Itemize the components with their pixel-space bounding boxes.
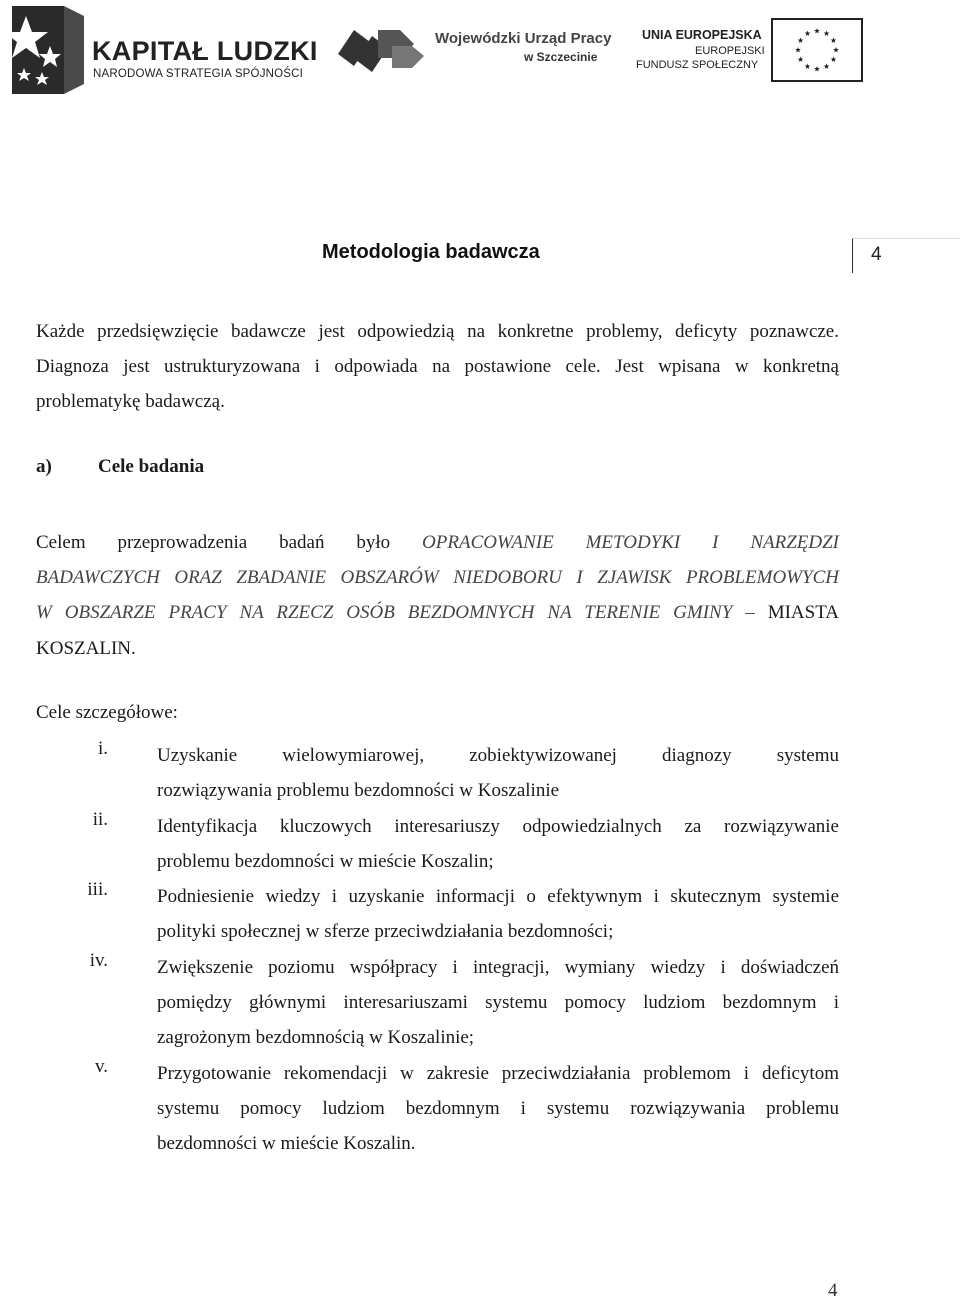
page-number-bottom: 4 [828, 1280, 838, 1301]
list-item-number: v. [94, 1056, 108, 1077]
list-item-number: ii. [92, 809, 108, 830]
wup-subtitle: w Szczecinie [524, 50, 598, 64]
eu-subtitle-2: FUNDUSZ SPOŁECZNY [636, 59, 759, 71]
intro-line-2: Diagnoza jest ustrukturyzowana i odpowiada na postawione cele. Jest wpisana w konkretną [36, 356, 839, 377]
list-item-number: iii. [87, 879, 108, 900]
intro-line-3: problematykę badawczą. [36, 391, 225, 412]
kapital-ludzki-title: KAPITAŁ LUDZKI [92, 36, 318, 66]
kapital-ludzki-emblem-icon [4, 6, 86, 96]
list-item-line: zagrożonym bezdomnością w Koszalinie; [157, 1027, 475, 1048]
goal-line-3-tail: MIASTA [767, 602, 840, 623]
list-item-line: bezdomności w mieście Koszalin. [157, 1133, 416, 1154]
list-item-line: Zwiększenie poziomu współpracy i integracji, wymiany wiedzy i doświadczeń [157, 957, 839, 978]
logo-header [0, 0, 960, 100]
page-title: Metodologia badawcza [322, 241, 540, 263]
list-item-line: polityki społecznej w sferze przeciwdziałania bezdomności; [157, 921, 614, 942]
page-number-box [852, 238, 960, 273]
list-item-line: Identyfikacja kluczowych interesariuszy odpowiedzialnych za rozwiązywanie [157, 816, 839, 837]
kapital-ludzki-subtitle: NARODOWA STRATEGIA SPÓJNOŚCI [93, 68, 304, 80]
list-item-line: Przygotowanie rekomendacji w zakresie przeciwdziałania problemom i deficytom [157, 1063, 839, 1084]
wup-title: Wojewódzki Urząd Pracy [435, 30, 612, 47]
eu-flag-icon [771, 18, 863, 82]
goal-line-3-italic: W OBSZARZE PRACY NA RZECZ OSÓB BEZDOMNYCH NA TERENIE GMINY – [36, 602, 755, 623]
kapital-ludzki-logo [4, 6, 318, 94]
goal-line-3 [36, 595, 839, 630]
list-item-line: rozwiązywania problemu bezdomności w Koszalinie [157, 780, 560, 801]
list-item-line: Podniesienie wiedzy i uzyskanie informacji o efektywnym i skutecznym systemie [157, 886, 839, 907]
list-item-line: pomiędzy głównymi interesariuszami systemu pomocy ludziom bezdomnym i [157, 992, 839, 1013]
wup-szczecin-logo [334, 24, 612, 74]
goal-line-1-prefix: Celem przeprowadzenia badań było [36, 532, 391, 553]
goal-line-1-italic: OPRACOWANIE METODYKI I NARZĘDZI [422, 532, 840, 553]
goal-line-2: BADAWCZYCH ORAZ ZBADANIE OBSZARÓW NIEDOBORU I ZJAWISK PROBLEMOWYCH [36, 567, 839, 588]
section-label: a) [36, 456, 52, 477]
list-item-line: systemu pomocy ludziom bezdomnym i systemu rozwiązywania problemu [157, 1098, 839, 1119]
eu-subtitle-1: EUROPEJSKI [695, 45, 765, 57]
eu-logo [636, 18, 866, 83]
goal-line-4: KOSZALIN. [36, 638, 136, 659]
list-item-line: Uzyskanie wielowymiarowej, zobiektywizowanej diagnozy systemu [157, 745, 839, 766]
list-item-number: i. [97, 738, 108, 759]
list-item-line: problemu bezdomności w mieście Koszalin; [157, 851, 494, 872]
goal-line-1 [36, 525, 839, 560]
page-number-top: 4 [871, 244, 882, 265]
wup-emblem-icon [334, 24, 426, 74]
specific-goals-label: Cele szczegółowe: [36, 702, 178, 723]
section-title: Cele badania [98, 456, 205, 477]
list-item-number: iv. [89, 950, 108, 971]
intro-line-1: Każde przedsięwzięcie badawcze jest odpowiedzią na konkretne problemy, deficyty poznawcze. [36, 321, 839, 342]
section-heading [36, 456, 204, 478]
eu-title: UNIA EUROPEJSKA [642, 28, 762, 42]
